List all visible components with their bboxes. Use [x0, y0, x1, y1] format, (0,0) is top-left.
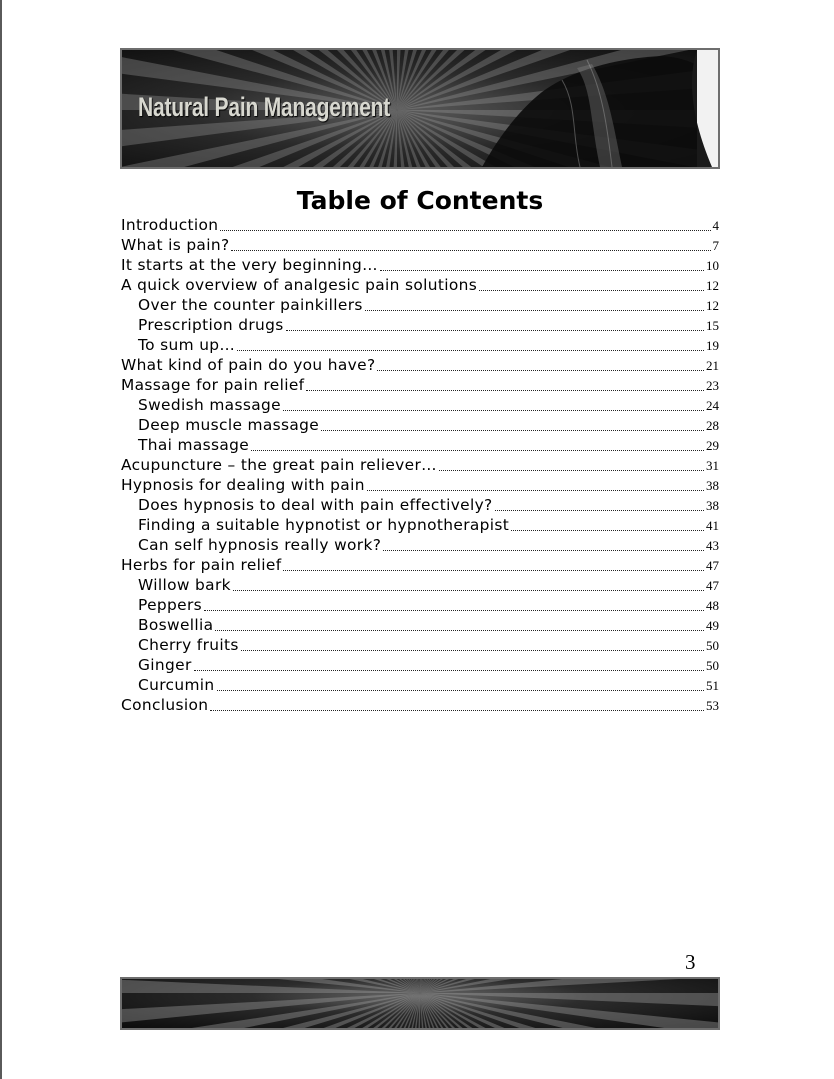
- toc-entry-title: What kind of pain do you have?: [121, 356, 376, 374]
- toc-dot-leader: [217, 690, 704, 691]
- toc-entry-title: Peppers: [138, 596, 203, 614]
- toc-dot-leader: [479, 290, 704, 291]
- toc-entry-title: Boswellia: [138, 616, 214, 634]
- toc-entry-title: Can self hypnosis really work?: [138, 536, 382, 554]
- toc-list: [121, 215, 719, 715]
- toc-entry-page: 12: [706, 278, 719, 293]
- toc-dot-leader: [306, 390, 704, 391]
- toc-entry[interactable]: [121, 395, 719, 415]
- toc-entry-title: Hypnosis for dealing with pain: [121, 476, 365, 494]
- toc-entry[interactable]: [121, 675, 719, 695]
- toc-entry-title: Massage for pain relief: [121, 376, 305, 394]
- toc-entry[interactable]: [121, 275, 719, 295]
- toc-dot-leader: [380, 270, 704, 271]
- footer-banner: [120, 977, 720, 1030]
- toc-dot-leader: [283, 410, 704, 411]
- toc-dot-leader: [220, 230, 710, 231]
- toc-entry[interactable]: [121, 575, 719, 595]
- toc-entry-page: 19: [706, 338, 719, 353]
- toc-entry[interactable]: [121, 415, 719, 435]
- toc-entry[interactable]: [121, 355, 719, 375]
- toc-dot-leader: [367, 490, 704, 491]
- toc-entry[interactable]: [121, 655, 719, 675]
- toc-dot-leader: [439, 470, 704, 471]
- toc-entry[interactable]: [121, 435, 719, 455]
- toc-entry-page: 48: [706, 598, 719, 613]
- toc-entry-title: A quick overview of analgesic pain solutions: [121, 276, 478, 294]
- toc-dot-leader: [495, 510, 704, 511]
- toc-entry[interactable]: [121, 255, 719, 275]
- toc-entry[interactable]: [121, 615, 719, 635]
- toc-entry-page: 12: [706, 298, 719, 313]
- toc-entry-page: 51: [706, 678, 719, 693]
- toc-dot-leader: [210, 710, 704, 711]
- toc-entry-page: 29: [706, 438, 719, 453]
- toc-dot-leader: [241, 650, 704, 651]
- toc-entry[interactable]: [121, 215, 719, 235]
- toc-entry-title: Cherry fruits: [138, 636, 239, 654]
- toc-entry[interactable]: [121, 515, 719, 535]
- toc-entry[interactable]: [121, 335, 719, 355]
- toc-dot-leader: [204, 610, 704, 611]
- toc-entry[interactable]: [121, 495, 719, 515]
- header-banner: [120, 48, 720, 169]
- toc-dot-leader: [231, 250, 710, 251]
- toc-dot-leader: [511, 530, 704, 531]
- toc-entry-page: 7: [712, 238, 719, 253]
- toc-entry-page: 38: [706, 498, 719, 513]
- toc-entry[interactable]: [121, 375, 719, 395]
- toc-entry[interactable]: [121, 595, 719, 615]
- toc-dot-leader: [283, 570, 704, 571]
- toc-entry-title: Herbs for pain relief: [121, 556, 282, 574]
- toc-dot-leader: [233, 590, 704, 591]
- toc-entry[interactable]: [121, 235, 719, 255]
- toc-dot-leader: [377, 370, 704, 371]
- toc-entry-title: Does hypnosis to deal with pain effectively?: [138, 496, 493, 514]
- toc-entry-page: 50: [706, 658, 719, 673]
- toc-entry-page: 49: [706, 618, 719, 633]
- toc-entry-title: What is pain?: [121, 236, 230, 254]
- toc-dot-leader: [194, 670, 704, 671]
- toc-entry[interactable]: [121, 475, 719, 495]
- toc-entry-page: 4: [712, 218, 719, 233]
- toc-dot-leader: [286, 330, 704, 331]
- toc-entry-title: Thai massage: [138, 436, 250, 454]
- toc-entry-title: Conclusion: [121, 696, 209, 714]
- toc-entry[interactable]: [121, 635, 719, 655]
- toc-entry-title: Deep muscle massage: [138, 416, 320, 434]
- toc-entry-page: 47: [706, 558, 719, 573]
- toc-dot-leader: [237, 350, 704, 351]
- toc-dot-leader: [383, 550, 704, 551]
- toc-entry-title: Ginger: [138, 656, 192, 674]
- toc-entry-page: 23: [706, 378, 719, 393]
- toc-entry[interactable]: [121, 315, 719, 335]
- banner-title: Natural Pain Management: [138, 92, 391, 122]
- toc-entry-title: Finding a suitable hypnotist or hypnotherapist: [138, 516, 510, 534]
- toc-entry-page: 24: [706, 398, 719, 413]
- toc-dot-leader: [365, 310, 704, 311]
- toc-entry-page: 53: [706, 698, 719, 713]
- toc-entry-title: Willow bark: [138, 576, 231, 594]
- toc-entry-title: Acupuncture – the great pain reliever…: [121, 456, 437, 474]
- toc-entry-page: 43: [706, 538, 719, 553]
- toc-dot-leader: [215, 630, 704, 631]
- toc-entry-page: 50: [706, 638, 719, 653]
- toc-entry-page: 38: [706, 478, 719, 493]
- toc-entry[interactable]: [121, 535, 719, 555]
- toc-entry-title: Introduction: [121, 216, 219, 234]
- toc-entry-title: Swedish massage: [138, 396, 281, 414]
- toc-entry-title: To sum up…: [138, 336, 236, 354]
- toc-entry-page: 21: [706, 358, 719, 373]
- toc-dot-leader: [251, 450, 704, 451]
- toc-entry-page: 28: [706, 418, 719, 433]
- toc-dot-leader: [321, 430, 704, 431]
- toc-entry-page: 10: [706, 258, 719, 273]
- toc-heading: Table of Contents: [296, 186, 544, 215]
- toc-entry[interactable]: [121, 455, 719, 475]
- toc-entry-page: 47: [706, 578, 719, 593]
- toc-entry[interactable]: [121, 695, 719, 715]
- toc-entry-page: 41: [706, 518, 719, 533]
- toc-entry-page: 15: [706, 318, 719, 333]
- toc-entry-title: Over the counter painkillers: [138, 296, 363, 314]
- toc-entry-page: 31: [706, 458, 719, 473]
- toc-entry[interactable]: [121, 555, 719, 575]
- toc-entry[interactable]: [121, 295, 719, 315]
- toc-entry-title: Curcumin: [138, 676, 215, 694]
- footer-sunburst-graphic: [122, 979, 718, 1028]
- toc-entry-title: It starts at the very beginning…: [121, 256, 378, 274]
- page-number: 3: [685, 950, 696, 974]
- toc-entry-title: Prescription drugs: [138, 316, 284, 334]
